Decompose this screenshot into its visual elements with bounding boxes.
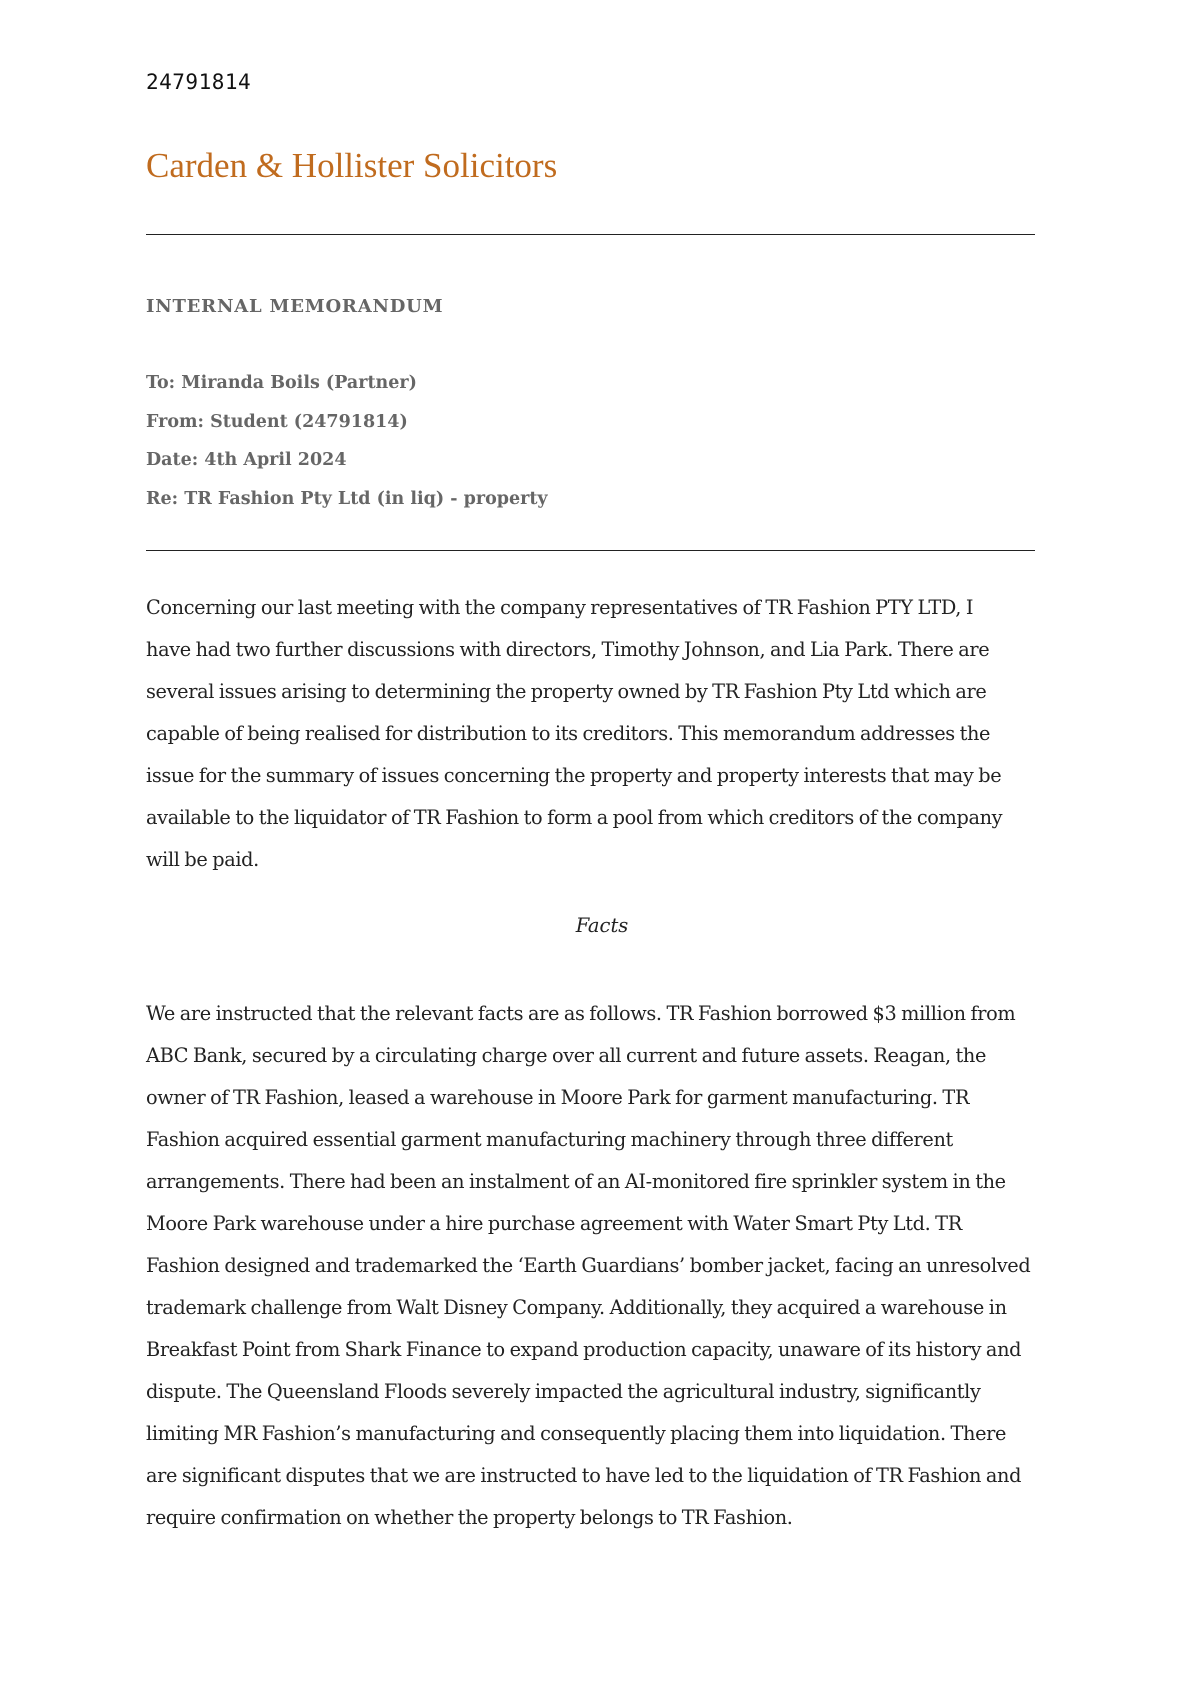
- paragraph-line: require confirmation on whether the property belongs to TR Fashion.: [146, 1506, 793, 1529]
- paragraph-line: will be paid.: [146, 848, 259, 871]
- memo-fields: [146, 370, 548, 524]
- paragraph-line: Fashion acquired essential garment manufacturing machinery through three different: [146, 1128, 953, 1151]
- paragraph-line: ABC Bank, secured by a circulating charge over all current and future assets. Reagan, the: [146, 1044, 987, 1067]
- paragraph-line: dispute. The Queensland Floods severely impacted the agricultural industry, significantly: [146, 1380, 981, 1403]
- paragraph-line: several issues arising to determining the property owned by TR Fashion Pty Ltd which are: [146, 680, 987, 703]
- paragraph-line: Breakfast Point from Shark Finance to expand production capacity, unaware of its history and: [146, 1338, 1022, 1361]
- memo-label: INTERNAL MEMORANDUM: [146, 296, 444, 317]
- paragraph-line: have had two further discussions with directors, Timothy Johnson, and Lia Park. There are: [146, 638, 990, 661]
- memo-re: Re: TR Fashion Pty Ltd (in liq) - property: [146, 488, 548, 509]
- facts-paragraph: [146, 993, 1066, 1539]
- paragraph-line: issue for the summary of issues concerning the property and property interests that may be: [146, 764, 1002, 787]
- paragraph-line: are significant disputes that we are instructed to have led to the liquidation of TR Fashion and: [146, 1464, 1022, 1487]
- paragraph-line: Concerning our last meeting with the company representatives of TR Fashion PTY LTD, I: [146, 596, 974, 619]
- intro-paragraph: [146, 587, 1066, 881]
- paragraph-line: We are instructed that the relevant facts are as follows. TR Fashion borrowed $3 million from: [146, 1002, 1016, 1025]
- top-divider: [146, 234, 1035, 235]
- paragraph-line: trademark challenge from Walt Disney Company. Additionally, they acquired a warehouse in: [146, 1296, 1007, 1319]
- paragraph-line: Fashion designed and trademarked the ‘Earth Guardians’ bomber jacket, facing an unresolved: [146, 1254, 1031, 1277]
- memo-to: To: Miranda Boils (Partner): [146, 373, 417, 393]
- firm-name: Carden & Hollister Solicitors: [146, 146, 558, 185]
- bottom-divider: [146, 550, 1035, 551]
- memo-from: From: Student (24791814): [146, 411, 408, 432]
- paragraph-line: capable of being realised for distribution to its creditors. This memorandum addresses the: [146, 722, 991, 745]
- paragraph-line: limiting MR Fashion’s manufacturing and consequently placing them into liquidation. There: [146, 1422, 1007, 1445]
- facts-heading: Facts: [575, 914, 629, 937]
- memo-date: Date: 4th April 2024: [146, 450, 347, 470]
- paragraph-line: owner of TR Fashion, leased a warehouse in Moore Park for garment manufacturing. TR: [146, 1086, 970, 1109]
- paragraph-line: Moore Park warehouse under a hire purchase agreement with Water Smart Pty Ltd. TR: [146, 1212, 962, 1235]
- paragraph-line: arrangements. There had been an instalment of an AI-monitored fire sprinkler system in the: [146, 1170, 1006, 1193]
- student-id-header: 24791814: [146, 70, 252, 94]
- paragraph-line: available to the liquidator of TR Fashion to form a pool from which creditors of the company: [146, 806, 1003, 829]
